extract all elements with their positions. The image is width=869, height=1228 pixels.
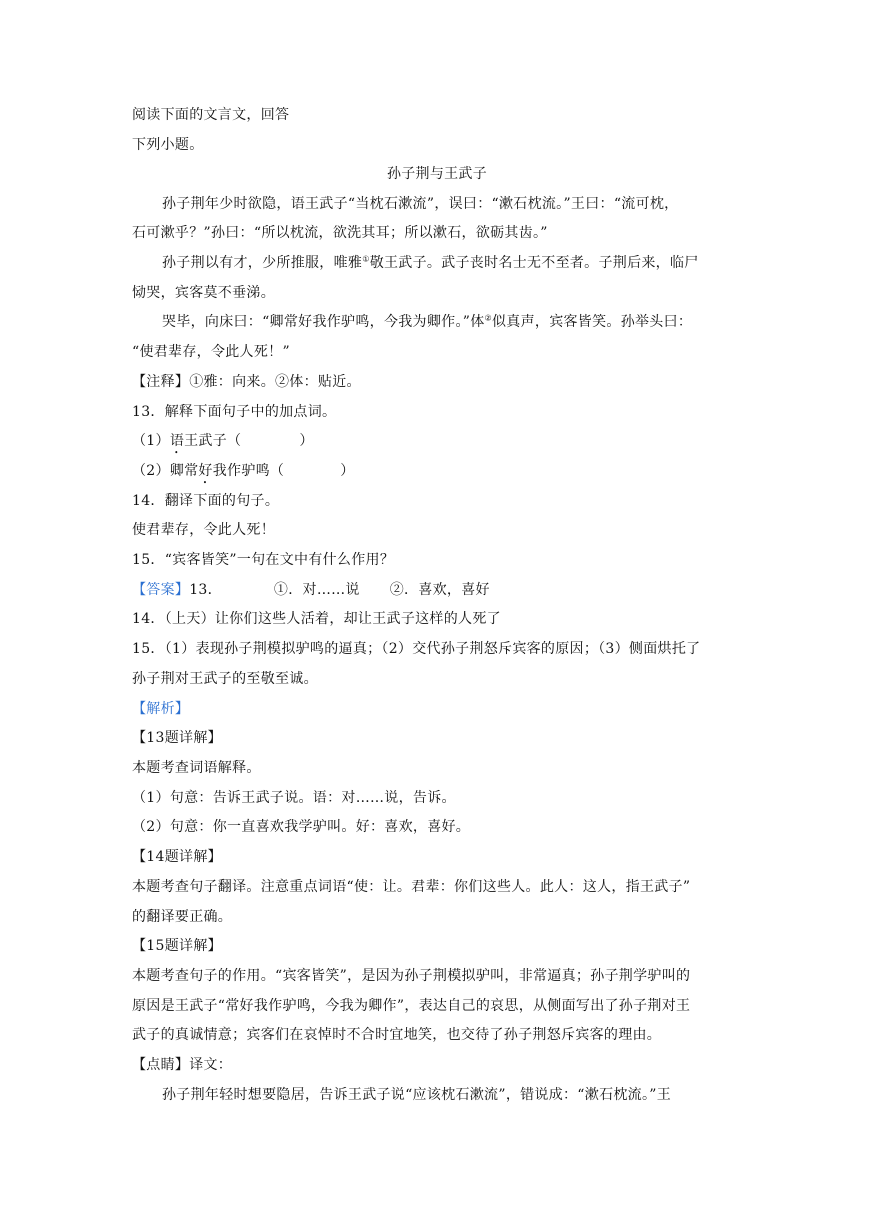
passage-text: 敬王武子。武子丧时名士无不至者。子荆后来，临尸 — [369, 255, 699, 271]
passage-p1-line-2: 石可漱乎？”孙曰：“所以枕流，欲洗其耳；所以漱石，欲砺其齿。” — [132, 225, 548, 241]
q-text: 我作驴鸣（ — [212, 463, 285, 479]
question-14-sentence: 使君辈存，令此人死！ — [132, 522, 275, 538]
analysis-13-text: 本题考查词语解释。 — [132, 760, 261, 776]
tip-line — [132, 1055, 742, 1075]
answer-15-line-1: 15．（1）表现孙子荆模拟驴鸣的逼真；（2）交代孙子荆怒斥宾客的原因；（3）侧面烘托了 — [132, 641, 701, 657]
answer-text: ②．喜欢，喜好 — [389, 582, 490, 598]
analysis-15-text: 原因是王武子“常好我作驴鸣，今我为卿作”，表达自己的哀思，从侧面写出了孙子荆对王 — [132, 998, 691, 1014]
passage-text: 似真声，宾客皆笑。孙举头曰： — [492, 314, 693, 330]
answer-14-line: 14．（上天）让你们这些人活着，却让王武子这样的人死了 — [132, 611, 501, 627]
analysis-14-text: 本题考查句子翻译。注意重点词语“使：让。君辈：你们这些人。此人：这人，指王武子” — [132, 879, 691, 895]
notes-line: 【注释】①雅：向来。②体：贴近。 — [132, 374, 361, 390]
question-13: 13．解释下面句子中的加点词。 — [132, 404, 337, 420]
analysis-15-text: 本题考查句子的作用。“宾客皆笑”，是因为孙子荆模拟驴叫，非常逼真；孙子荆学驴叫的 — [132, 968, 691, 984]
tip-label: 【点睛】 — [132, 1057, 190, 1073]
analysis-13-text: （2）句意：你一直喜欢我学驴叫。好：喜欢，喜好。 — [132, 819, 471, 835]
q-text: 王武子（ — [184, 433, 242, 449]
analysis-14-text: 的翻译要正确。 — [132, 909, 233, 925]
analysis-13-heading: 【13题详解】 — [132, 730, 222, 746]
translation-line-1: 孙子荆年轻时想要隐居，告诉王武子说“应该枕石漱流”，错说成：“漱石枕流。”王 — [162, 1087, 672, 1103]
footnote-marker-1: ① — [362, 254, 370, 264]
analysis-15-text: 武子的真诚情意；宾客们在哀悼时不合时宜地笑，也交待了孙子荆怒斥宾客的理由。 — [132, 1027, 662, 1043]
q-text: ） — [299, 433, 314, 449]
question-13-2 — [132, 461, 742, 487]
answer-13-line — [132, 580, 742, 600]
tip-text: 译文： — [189, 1057, 233, 1073]
question-14: 14．翻译下面的句子。 — [132, 493, 280, 509]
passage-text: 哭毕，向床曰：“卿常好我作驴鸣，今我为卿作。”体 — [162, 314, 485, 330]
analysis-15-heading: 【15题详解】 — [132, 938, 222, 954]
passage-title: 孙子荆与王武子 — [386, 166, 488, 182]
q-text: （2）卿常 — [132, 463, 199, 479]
passage-text: 孙子荆以有才，少所推服，唯雅 — [162, 255, 363, 271]
dotted-word: 好 — [198, 463, 213, 479]
question-13-1 — [132, 431, 742, 457]
footnote-marker-2: ② — [484, 313, 492, 323]
analysis-13-text: （1）句意：告诉王武子说。语：对……说，告诉。 — [132, 790, 456, 806]
passage-p3-line-1 — [162, 312, 742, 332]
passage-p2-line-2: 恸哭，宾客莫不垂涕。 — [132, 285, 275, 301]
answer-label: 【答案】 — [132, 582, 190, 598]
intro-line-2: 下列小题。 — [132, 137, 204, 153]
passage-p1-line-1: 孙子荆年少时欲隐，语王武子“当枕石漱流”，误曰：“漱石枕流。”王曰：“流可枕， — [162, 196, 679, 212]
intro-line-1: 阅读下面的文言文，回答 — [132, 107, 290, 123]
analysis-14-heading: 【14题详解】 — [132, 849, 222, 865]
passage-p3-line-2: “使君辈存，令此人死！” — [132, 344, 290, 360]
q-text: ） — [340, 463, 355, 479]
question-15: 15．“宾客皆笑”一句在文中有什么作用？ — [132, 552, 395, 568]
passage-p2-line-1 — [162, 253, 742, 273]
q-text: （1） — [132, 433, 170, 449]
answer-text: 13． — [189, 582, 222, 598]
analysis-label: 【解析】 — [132, 701, 190, 717]
answer-15-line-2: 孙子荆对王武子的至敬至诚。 — [132, 671, 318, 687]
answer-text: ①．对……说 — [273, 582, 360, 598]
dotted-word: 语 — [169, 433, 185, 449]
